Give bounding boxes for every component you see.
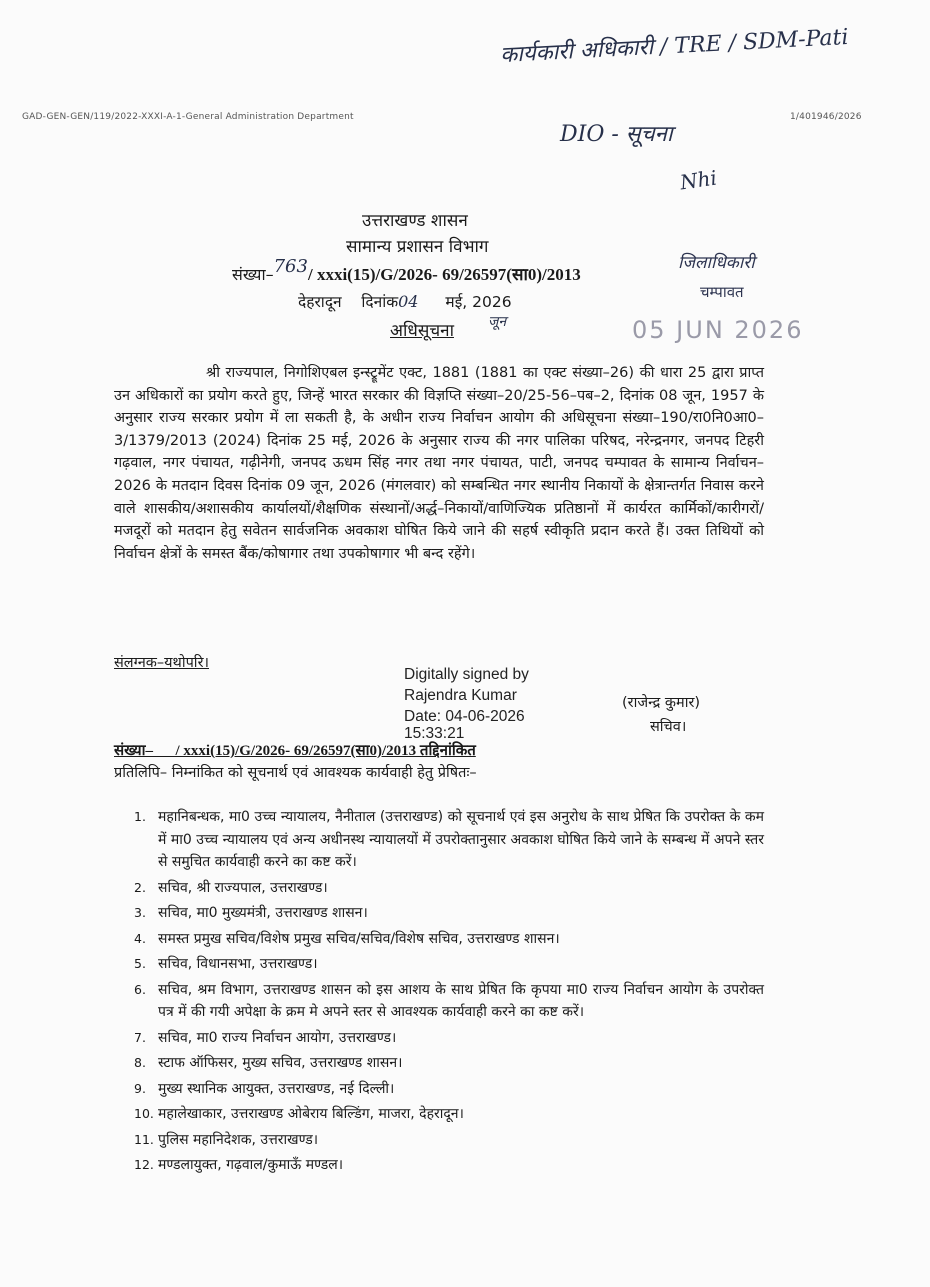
list-item-text: महानिबन्धक, मा0 उच्च न्यायालय, नैनीताल (उत्तराखण्ड) को सूचनार्थ एवं इस अनुरोध के साथ प्रेषित कि उपरोक्त के कम में मा0 उच्च न्यायालय एवं अन्य अधीनस्थ न्यायालयों में उपरोक्तानुसार अवकाश घोषित किये जाने के सम्बन्ध में अपने स्तर से समुचित कार्यवाही करने का कष्ट करें। <box>158 809 764 870</box>
copy-intro: प्रतिलिपि– निम्नांकित को सूचनार्थ एवं आवश्यक कार्यवाही हेतु प्रेषितः– <box>114 765 477 781</box>
list-item-text: पुलिस महानिदेशक, उत्तराखण्ड। <box>158 1131 319 1148</box>
list-item <box>134 806 764 874</box>
list-item-text: महालेखाकार, उत्तराखण्ड ओबेराय बिल्डिंग, माजरा, देहरादून। <box>158 1106 464 1122</box>
list-item <box>134 1052 764 1075</box>
list-item-number: 5. <box>134 956 146 971</box>
list-item <box>134 1129 764 1152</box>
list-item-number: 2. <box>134 879 146 895</box>
list-item-number: 12. <box>134 1157 154 1172</box>
department-name: सामान्य प्रशासन विभाग <box>346 237 489 257</box>
handwritten-initials: Nhi <box>678 165 719 195</box>
list-item-number: 4. <box>134 930 146 946</box>
list-item-text: समस्त प्रमुख सचिव/विशेष प्रमुख सचिव/सचिव/विशेष सचिव, उत्तराखण्ड शासन। <box>158 930 560 947</box>
stamp-office-line2: चम्पावत <box>700 283 744 301</box>
list-item-number: 1. <box>134 809 146 824</box>
signatory-name: (राजेन्द्र कुमार) <box>622 695 701 711</box>
list-item <box>134 1154 764 1177</box>
handwritten-forward-note: कार्यकारी अधिकारी / TRE / SDM-Pati <box>499 24 850 69</box>
stamp-office-line1: जिलाधिकारी <box>678 253 755 273</box>
list-item-text: मुख्य स्थानिक आयुक्त, उत्तराखण्ड, नई दिल्ली। <box>158 1080 395 1097</box>
list-item <box>134 979 764 1024</box>
govt-name: उत्तराखण्ड शासन <box>362 211 468 231</box>
digital-signature-line4: 15:33:21 <box>404 725 465 742</box>
list-item <box>134 1078 764 1101</box>
digital-signature-line1: Digitally signed by <box>404 666 529 683</box>
list-item <box>134 902 764 925</box>
place-date-line <box>298 290 512 312</box>
handwritten-dio-note: DIO - सूचना <box>560 122 673 147</box>
list-item <box>134 953 764 976</box>
list-item-text: मण्डलायुक्त, गढ़वाल/कुमाऊँ मण्डल। <box>158 1157 344 1173</box>
copy-number-line: संख्या– / xxxi(15)/G/2026- 69/26597(सा0)/2013 तद्दिनांकित <box>114 743 476 759</box>
digital-signature-line3: Date: 04-06-2026 <box>404 708 525 725</box>
order-number-line <box>232 256 581 285</box>
list-item-number: 8. <box>134 1055 146 1070</box>
enclosure-note: संलग्नक–यथोपरि। <box>114 655 209 671</box>
list-item <box>134 877 764 900</box>
list-item-number: 9. <box>134 1080 146 1096</box>
order-number-value: / xxxi(15)/G/2026- 69/26597(सा0)/2013 <box>307 265 581 284</box>
list-item <box>134 1103 764 1126</box>
list-item-number: 3. <box>134 905 146 920</box>
signatory-designation: सचिव। <box>650 719 687 735</box>
header-file-code: GAD-GEN-GEN/119/2022-XXXI-A-1-General Administration Department <box>22 112 354 122</box>
list-item-number: 10. <box>134 1106 154 1121</box>
list-item-text: सचिव, श्रम विभाग, उत्तराखण्ड शासन को इस आशय के साथ प्रेषित कि कृपया मा0 राज्य निर्वाचन आयोग के उपरोक्त पत्र में की गयी अपेक्षा के क्रम मे अपने स्तर से आवश्यक कार्यवाही करने का कष्ट करें। <box>158 981 764 1020</box>
received-date-stamp: 05 JUN 2026 <box>632 316 804 344</box>
list-item-number: 7. <box>134 1029 146 1045</box>
list-item-number: 6. <box>134 981 146 997</box>
header-ref-code: 1/401946/2026 <box>790 112 862 122</box>
copy-recipient-list <box>134 806 764 1180</box>
order-number-handwritten: 763 <box>273 256 308 277</box>
list-item-text: सचिव, मा0 मुख्यमंत्री, उत्तराखण्ड शासन। <box>158 905 368 921</box>
order-number-label: संख्या– <box>232 265 274 284</box>
list-item-number: 11. <box>134 1131 154 1147</box>
place-date-label: देहरादून दिनांक <box>298 293 399 311</box>
notification-body: श्री राज्यपाल, निगोशिएबल इन्स्ट्रूमेंट एक्ट, 1881 (1881 का एक्ट संख्या–26) की धारा 25 द्वारा प्राप्त उन अधिकारों का प्रयोग करते हुए, जिन्हें भारत सरकार की विज्ञप्ति संख्या–20/25-56–पब–2, दिनांक 08 जून, 1957 के अनुसार राज्य सरकार प्रयोग में ला सकती है, के अधीन राज्य निर्वाचन आयोग की अधिसूचना संख्या–190/रा0नि0आ0–3/1379/2013 (2024) दिनांक 25 मई, 2026 के अनुसार राज्य की नगर पालिका परिषद, नरेन्द्रनगर, जनपद टिहरी गढ़वाल, नगर पंचायत, गढ़ीनेगी, जनपद ऊधम सिंह नगर तथा नगर पंचायत, पाटी, जनपद चम्पावत के सामान्य निर्वाचन–2026 के मतदान दिवस दिनांक 09 जून, 2026 (मंगलवार) को सम्बन्धित नगर स्थानीय निकायों के क्षेत्रान्तर्गत निवास करने वाले शासकीय/अशासकीय कार्यालयों/शैक्षणिक संस्थानों/अर्द्ध–निकायों/वाणिज्यिक प्रतिष्ठानों में कार्यरत कार्मिकों/कारीगरों/मजदूरों को मतदान हेतु सवेतन सार्वजनिक अवकाश घोषित किये जाने की सहर्ष स्वीकृति प्रदान करते हैं। उक्त तिथियों को निर्वाचन क्षेत्रों के समस्त बैंक/कोषागार तथा उपकोषागार भी बन्द रहेंगे। <box>114 365 764 562</box>
date-month: मई, 2026 <box>445 293 512 311</box>
list-item <box>134 928 764 951</box>
list-item-text: स्टाफ ऑफिसर, मुख्य सचिव, उत्तराखण्ड शासन। <box>158 1055 403 1071</box>
list-item-text: सचिव, मा0 राज्य निर्वाचन आयोग, उत्तराखण्ड। <box>158 1029 397 1046</box>
notification-title: अधिसूचना <box>390 321 454 341</box>
digital-signature-block <box>404 664 529 741</box>
list-item <box>134 1027 764 1050</box>
month-correction-handwritten: जून <box>488 314 507 330</box>
list-item-text: सचिव, श्री राज्यपाल, उत्तराखण्ड। <box>158 879 328 896</box>
digital-signature-line2: Rajendra Kumar <box>404 687 517 704</box>
date-handwritten: 04 <box>398 292 419 311</box>
list-item-text: सचिव, विधानसभा, उत्तराखण्ड। <box>158 956 318 972</box>
